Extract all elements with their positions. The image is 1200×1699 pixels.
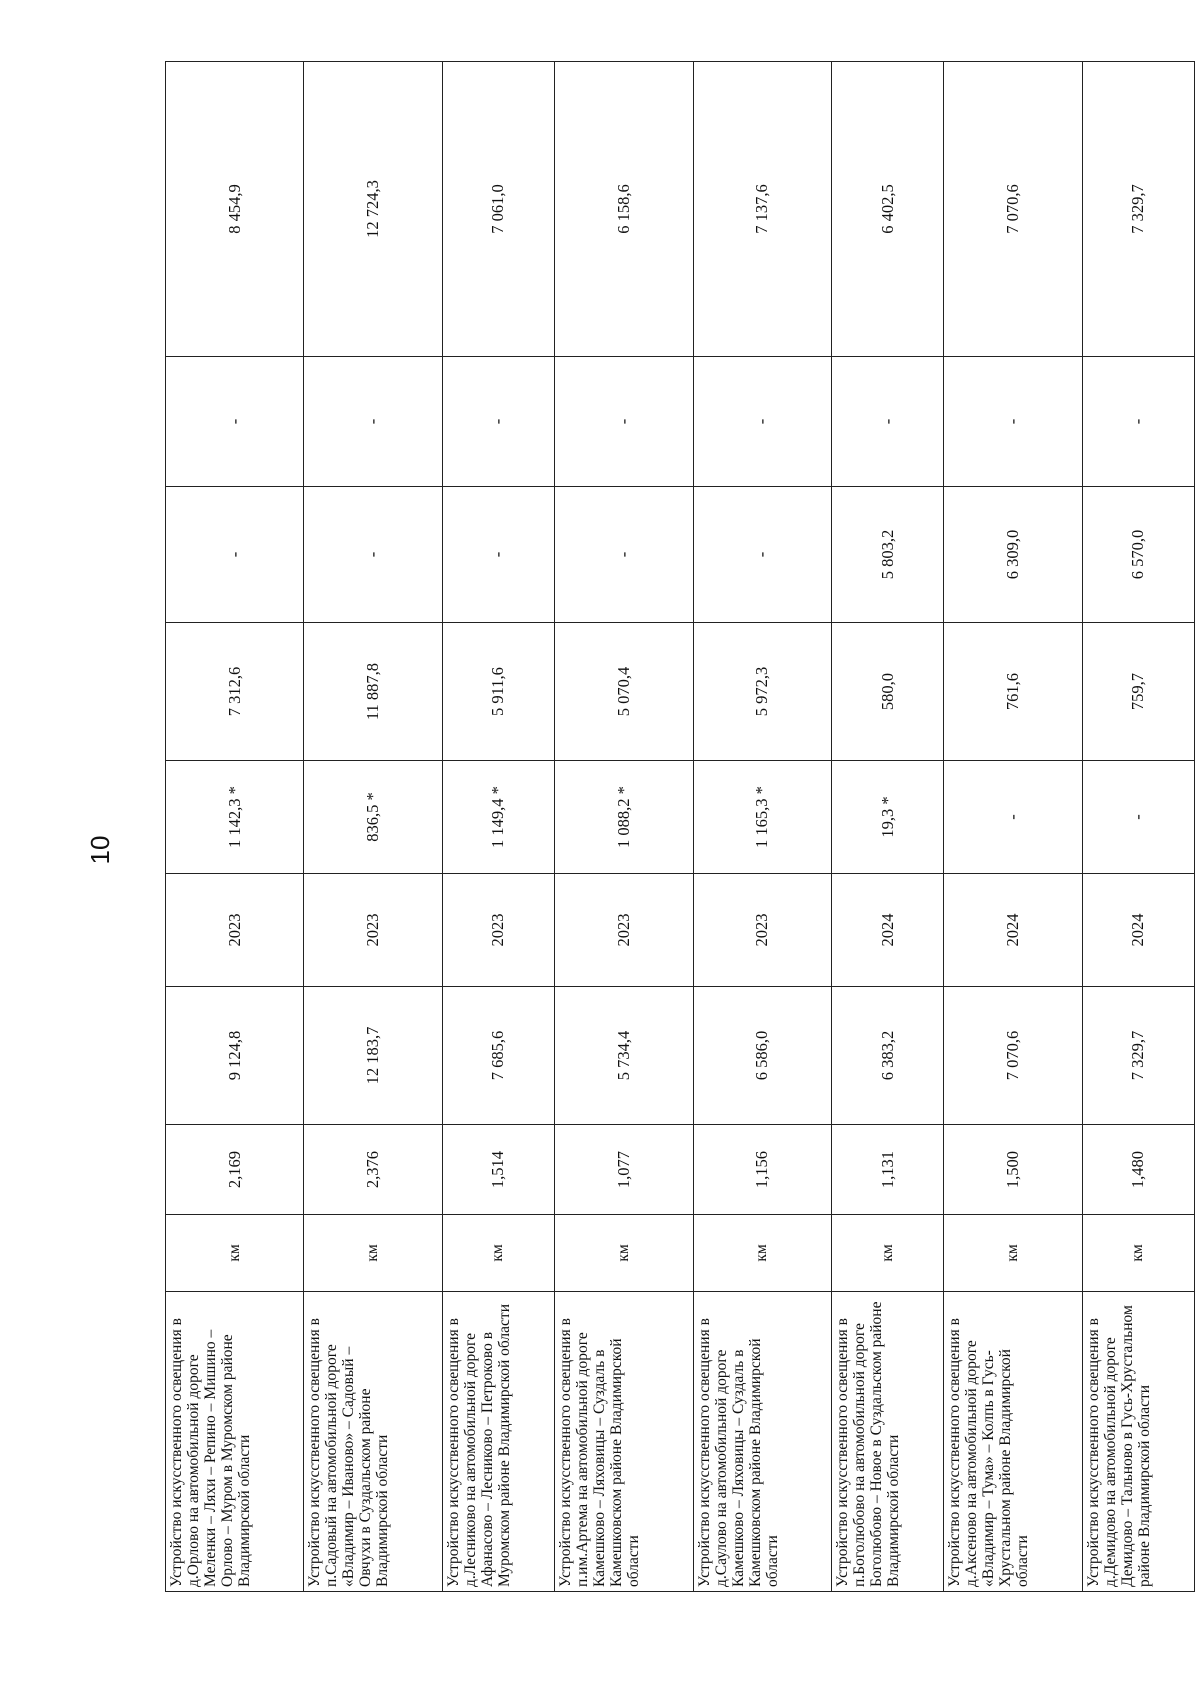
cell-col6: 761,6 (944, 623, 1082, 761)
cell-description: Устройство искусственного освещения в д.Аксеново на автомобильной дороге «Владимир – Тума» – Колпь в Гусь-Хрустальном районе Владимирской области (944, 1292, 1082, 1592)
cell-cost: 7 685,6 (442, 987, 554, 1125)
cell-col7: 6 570,0 (1082, 487, 1194, 623)
cell-description: Устройство искусственного освещения в д.Лесниково на автомобильной дороге Афанасово – Лесниково – Петроково в Муромском районе Владимирской области (442, 1292, 554, 1592)
table-row (693, 62, 831, 1592)
rotated-table-container (165, 62, 1195, 1592)
cell-description: Устройство искусственного освещения в д.Демидово на автомобильной дороге Демидово – Тальново в Гусь-Хрустальном районе Владимирской области (1082, 1292, 1194, 1592)
cell-col6: 759,7 (1082, 623, 1194, 761)
table-row (1082, 62, 1194, 1592)
table-row (831, 62, 943, 1592)
cell-col5: 19,3 * (831, 761, 943, 874)
cell-col9: 7 070,6 (944, 62, 1082, 357)
cell-length: 2,169 (166, 1125, 304, 1215)
cell-col7: - (693, 487, 831, 623)
cell-cost: 6 383,2 (831, 987, 943, 1125)
cell-description: Устройство искусственного освещения в п.им.Артема на автомобильной дороге Камешково – Ляховицы – Суздаль в Камешковском районе Владимирской области (555, 1292, 693, 1592)
cell-col5: 836,5 * (304, 761, 442, 874)
cell-col6: 11 887,8 (304, 623, 442, 761)
cell-year: 2024 (944, 874, 1082, 987)
cell-col7: - (442, 487, 554, 623)
cell-description: Устройство искусственного освещения в п.Боголюбово на автомобильной дороге Боголюбово – Новое в Суздальском районе Владимирской области (831, 1292, 943, 1592)
cell-col5: 1 149,4 * (442, 761, 554, 874)
table-row (555, 62, 693, 1592)
cell-col8: - (442, 357, 554, 487)
cell-col9: 12 724,3 (304, 62, 442, 357)
cell-col9: 8 454,9 (166, 62, 304, 357)
cell-length: 1,480 (1082, 1125, 1194, 1215)
cell-year: 2024 (831, 874, 943, 987)
cell-cost: 7 070,6 (944, 987, 1082, 1125)
cell-col9: 6 402,5 (831, 62, 943, 357)
cell-unit: км (166, 1215, 304, 1292)
cell-unit: км (944, 1215, 1082, 1292)
cell-description: Устройство искусственного освещения в п.Садовый на автомобильной дороге «Владимир – Иваново» – Садовый – Овчухи в Суздальском районе Владимирской области (304, 1292, 442, 1592)
cell-col7: 6 309,0 (944, 487, 1082, 623)
cell-year: 2023 (442, 874, 554, 987)
cell-col8: - (166, 357, 304, 487)
cell-year: 2023 (304, 874, 442, 987)
cell-description: Устройство искусственного освещения в д.Саулово на автомобильной дороге Камешково – Ляховицы – Суздаль в Камешковском районе Владимирской области (693, 1292, 831, 1592)
cell-length: 1,077 (555, 1125, 693, 1215)
cell-col9: 7 061,0 (442, 62, 554, 357)
cell-year: 2023 (555, 874, 693, 987)
cell-unit: км (442, 1215, 554, 1292)
cell-cost: 6 586,0 (693, 987, 831, 1125)
cell-cost: 9 124,8 (166, 987, 304, 1125)
cell-length: 1,514 (442, 1125, 554, 1215)
cell-col7: 5 803,2 (831, 487, 943, 623)
page-number: 10 (85, 835, 115, 865)
cell-col5: 1 142,3 * (166, 761, 304, 874)
cell-col7: - (304, 487, 442, 623)
cell-col8: - (555, 357, 693, 487)
cell-year: 2023 (166, 874, 304, 987)
cell-col5: 1 165,3 * (693, 761, 831, 874)
cell-col6: 580,0 (831, 623, 943, 761)
cell-col6: 5 911,6 (442, 623, 554, 761)
cell-col5: 1 088,2 * (555, 761, 693, 874)
cell-col6: 7 312,6 (166, 623, 304, 761)
cell-col8: - (693, 357, 831, 487)
table-body (166, 62, 1195, 1592)
cell-length: 2,376 (304, 1125, 442, 1215)
cell-unit: км (1082, 1215, 1194, 1292)
table-row (166, 62, 304, 1592)
cell-col9: 6 158,6 (555, 62, 693, 357)
table-row (944, 62, 1082, 1592)
cell-unit: км (304, 1215, 442, 1292)
cell-col9: 7 329,7 (1082, 62, 1194, 357)
cell-col8: - (831, 357, 943, 487)
cell-description: Устройство искусственного освещения в д.Орлово на автомобильной дороге Меленки – Ляхи – Репино – Мишино – Орлово – Муром в Муромском районе Владимирской области (166, 1292, 304, 1592)
table-row (304, 62, 442, 1592)
cell-col7: - (166, 487, 304, 623)
table-row (442, 62, 554, 1592)
cell-col8: - (304, 357, 442, 487)
cell-cost: 7 329,7 (1082, 987, 1194, 1125)
cell-col5: - (944, 761, 1082, 874)
cell-col6: 5 070,4 (555, 623, 693, 761)
lighting-table (165, 61, 1195, 1592)
cell-col9: 7 137,6 (693, 62, 831, 357)
cell-col6: 5 972,3 (693, 623, 831, 761)
cell-unit: км (693, 1215, 831, 1292)
cell-length: 1,131 (831, 1125, 943, 1215)
cell-year: 2024 (1082, 874, 1194, 987)
cell-col7: - (555, 487, 693, 623)
cell-unit: км (555, 1215, 693, 1292)
cell-cost: 12 183,7 (304, 987, 442, 1125)
cell-year: 2023 (693, 874, 831, 987)
cell-col8: - (1082, 357, 1194, 487)
cell-cost: 5 734,4 (555, 987, 693, 1125)
cell-unit: км (831, 1215, 943, 1292)
cell-length: 1,500 (944, 1125, 1082, 1215)
cell-col8: - (944, 357, 1082, 487)
cell-col5: - (1082, 761, 1194, 874)
cell-length: 1,156 (693, 1125, 831, 1215)
